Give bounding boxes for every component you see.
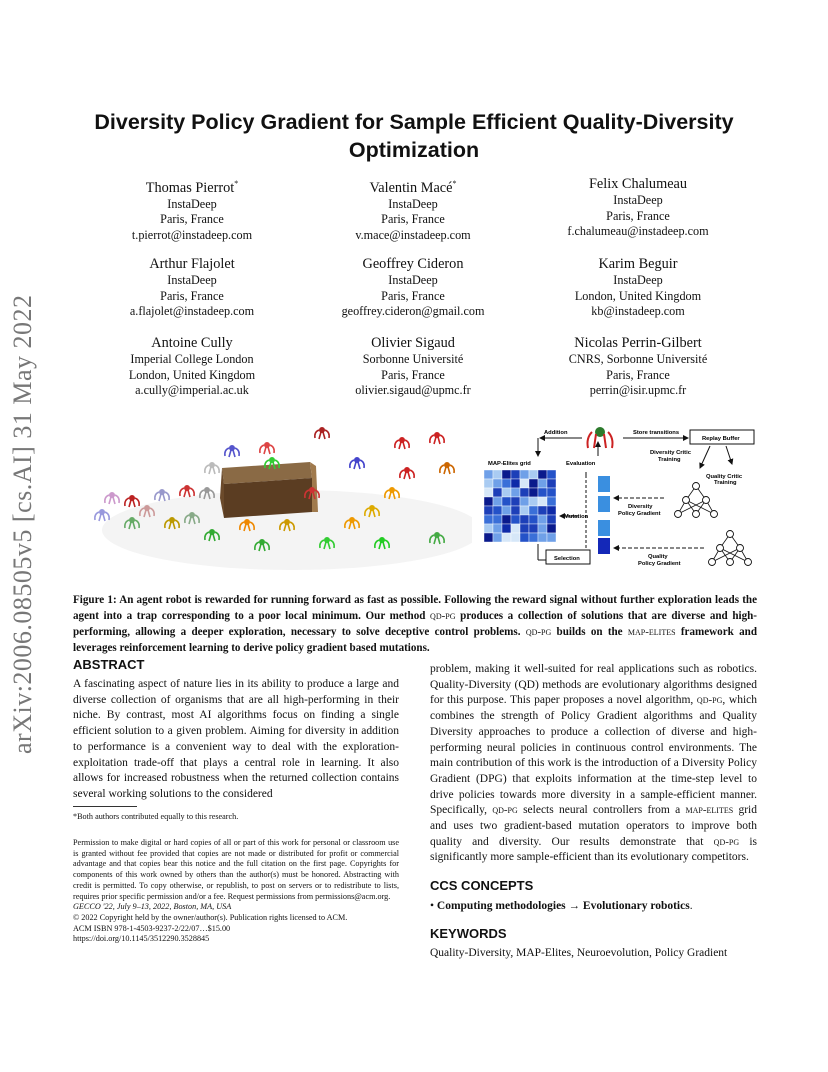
author-email: f.chalumeau@instadeep.com (567, 224, 709, 238)
grid-cell (511, 524, 520, 533)
robot-agent (205, 462, 219, 474)
label-selection: Selection (554, 556, 580, 562)
author-location: Paris, France (381, 212, 445, 227)
grid-cell (484, 506, 493, 515)
author-block (72, 175, 312, 243)
paper-title (60, 108, 768, 164)
grid-cell (484, 533, 493, 542)
policy-vectors (598, 476, 610, 554)
grid-cell (529, 488, 538, 497)
grid-cell (538, 515, 547, 524)
figure-qdpg-diagram (478, 420, 768, 570)
robot-agent (315, 427, 329, 439)
keywords-heading: KEYWORDS (430, 926, 507, 941)
author-location: Paris, France (381, 367, 445, 382)
author-affiliation: CNRS, Sorbonne Université (568, 352, 708, 366)
grid-cell (493, 524, 502, 533)
grid-cell (547, 479, 556, 488)
author-block (293, 175, 533, 243)
author-location: Paris, France (160, 288, 224, 303)
grid-cell (493, 470, 502, 479)
grid-cell (493, 515, 502, 524)
grid-cell (520, 506, 529, 515)
author-location: London, United Kingdom (574, 288, 702, 303)
figure-caption: Figure 1: An agent robot is rewarded for running forward as fast as possible. Following the reward signal without further exploration leads the agent into a trap corresponding to a poor local minimum. Our method qd-pg produces a collection of solutions that are diverse and high-performing, allowing a deeper exploration, necessary to solve deceptive control problems. qd-pg builds on the map-elites framework and leverages reinforcement learning to derive policy gradient based mutations. (73, 594, 757, 654)
robot-agent (395, 437, 409, 449)
ccs-concepts: • Computing methodologies → Evolutionary robotics. (430, 900, 693, 912)
label-diversity-critic-training: Diversity Critic Training (650, 450, 691, 463)
author-email: kb@instadeep.com (591, 304, 685, 318)
grid-cell (493, 533, 502, 542)
author-name: Thomas Pierrot* (145, 179, 239, 196)
author-name: Geoffrey Cideron (362, 256, 464, 272)
author-block (72, 255, 312, 320)
author-name: Valentin Macé* (369, 179, 457, 196)
author-email: perrin@isir.upmc.fr (589, 383, 687, 397)
grid-cell (538, 497, 547, 506)
grid-cell (520, 488, 529, 497)
quality-critic-network-icon (709, 531, 752, 566)
grid-cell (502, 488, 511, 497)
grid-cell (547, 524, 556, 533)
grid-cell (502, 524, 511, 533)
author-block (293, 255, 533, 320)
grid-cell (484, 488, 493, 497)
grid-cell (502, 515, 511, 524)
author-location: Paris, France (160, 212, 224, 227)
abstract-text-right: problem, making it well-suited for real applications such as robotics. Quality-Diversity (QD) methods are evolutionary algorithms designed for this purpose. This paper proposes a novel algorithm, qd-pg, which combines the strength of Policy Gradient algorithms and Quality Diversity approaches to produce a collection of diverse and high-performing neural policies in continuous control environments. The main contribution of this work is the introduction of a Diversity Policy Gradient (DPG) that exploits information at the time-step level to drive policies towards more diversity in a sample-efficient manner. Specifically, qd-pg selects neural controllers from a map-elites grid and uses two gradient-based mutation operators to improve both quality and diversity. Our results demonstrate that qd-pg is significantly more sample-efficient than its evolutionary competitors. (430, 663, 757, 864)
grid-cell (502, 479, 511, 488)
author-name: Antoine Cully (151, 335, 233, 351)
grid-cell (529, 479, 538, 488)
robot-agent (350, 457, 364, 469)
figure-robots-trap (72, 420, 472, 570)
grid-cell (484, 497, 493, 506)
diversity-critic-network-icon (675, 483, 718, 518)
robot-agent (260, 442, 274, 454)
doi-link: https://doi.org/10.1145/3512290.3528845 (73, 934, 210, 944)
author-affiliation: InstaDeep (167, 196, 217, 211)
robot-icon (588, 427, 613, 448)
grid-cell (511, 506, 520, 515)
author-affiliation: Sorbonne Université (362, 352, 464, 366)
author-affiliation: InstaDeep (388, 273, 438, 287)
grid-cell (484, 479, 493, 488)
author-affiliation: InstaDeep (613, 273, 663, 287)
author-location: Paris, France (606, 367, 670, 382)
grid-cell (511, 515, 520, 524)
grid-cell (529, 497, 538, 506)
grid-cell (493, 497, 502, 506)
robot-agent (155, 489, 169, 501)
grid-cell (547, 470, 556, 479)
label-mutation: Mutation (564, 514, 589, 520)
abstract-heading: ABSTRACT (73, 657, 145, 672)
author-name: Felix Chalumeau (588, 176, 688, 192)
grid-cell (493, 479, 502, 488)
grid-cell (484, 470, 493, 479)
label-map-elites-grid: MAP-Elites grid (488, 461, 531, 467)
author-email: v.mace@instadeep.com (355, 227, 471, 242)
grid-cell (529, 524, 538, 533)
robot-agent (225, 445, 239, 457)
grid-cell (547, 506, 556, 515)
venue: GECCO '22, July 9–13, 2022, Boston, MA, USA (73, 902, 232, 912)
title-line-1: Diversity Policy Gradient for Sample Efficient Quality-Diversity (94, 110, 734, 134)
grid-cell (529, 533, 538, 542)
author-name: Arthur Flajolet (149, 256, 235, 272)
grid-cell (538, 506, 547, 515)
label-quality-policy-gradient: Quality Policy Gradient (638, 554, 681, 567)
label-store-transitions: Store transitions (633, 430, 680, 436)
arxiv-identifier: arXiv:2006.08505v5 [cs.AI] 31 May 2022 (8, 294, 37, 754)
grid-cell (520, 515, 529, 524)
abstract-text-left: A fascinating aspect of nature lies in its ability to produce a large and diverse collection of organisms that are all high-performing in their niche. By contrast, most AI algorithms focus on finding a single efficient solution to a given problem. Aiming for diversity in addition to performance is a convenient way to deal with the exploration-exploitation trade-off that plays a central role in learning. It also allows for increased robustness when the returned collection contains several working solutions to the considered (73, 678, 399, 800)
copyright: © 2022 Copyright held by the owner/author(s). Publication rights licensed to ACM. (73, 912, 348, 922)
grid-cell (520, 479, 529, 488)
grid-cell (502, 497, 511, 506)
label-quality-critic-training: Quality Critic Training (706, 474, 743, 486)
author-affiliation: InstaDeep (167, 273, 217, 287)
grid-cell (511, 479, 520, 488)
author-affiliation: InstaDeep (613, 193, 663, 207)
footnote: *Both authors contributed equally to this research. (73, 812, 239, 821)
author-block (72, 334, 312, 399)
grid-cell (511, 497, 520, 506)
author-email: a.flajolet@instadeep.com (129, 304, 255, 318)
grid-cell (520, 524, 529, 533)
grid-cell (511, 470, 520, 479)
grid-cell (493, 506, 502, 515)
grid-cell (511, 533, 520, 542)
author-email: olivier.sigaud@upmc.fr (355, 383, 471, 397)
grid-cell (520, 497, 529, 506)
robot-agent (105, 492, 119, 504)
author-block (518, 334, 758, 399)
robot-agent (125, 495, 139, 507)
grid-cell (547, 533, 556, 542)
robot-agent (95, 509, 109, 521)
author-block (518, 175, 758, 240)
grid-cell (538, 488, 547, 497)
author-name: Karim Beguir (598, 256, 678, 272)
grid-cell (502, 470, 511, 479)
grid-cell (547, 488, 556, 497)
author-block (293, 334, 533, 399)
label-evaluation: Evaluation (566, 461, 596, 467)
footnote-rule (73, 806, 137, 807)
robot-agent (440, 462, 454, 474)
trap-wall (220, 462, 318, 518)
grid-cell (502, 533, 511, 542)
ccs-heading: CCS CONCEPTS (430, 878, 534, 893)
robot-agent (430, 432, 444, 444)
permission-notice: Permission to make digital or hard copies of all or part of this work for personal or classroom use is granted without fee provided that copies are not made or distributed for profit or commercial advantage and that copies bear this notice and the full citation on the first page. Copyrights for components of this work owned by others than the author(s) must be honored. Abstracting with credit is permitted. To copy otherwise, or republish, to post on servers or to redistribute to lists, requires prior specific permission and/or a fee. Request permissions from permissions@acm.org. GECCO '22, July 9–13, 2022, Boston, MA, USA © 2022 Copyright held by the owner/author(s). Publication rights licensed to ACM. ACM ISBN 978-1-4503-9237-2/22/07…$15.00 https://doi.org/10.1145/3512290.3528845 (73, 838, 399, 944)
author-email: a.cully@imperial.ac.uk (135, 383, 249, 397)
label-addition: Addition (544, 430, 568, 436)
robot-agent (180, 485, 194, 497)
grid-cell (502, 506, 511, 515)
grid-cell (520, 533, 529, 542)
title-line-2: Optimization (348, 138, 480, 162)
grid-cell (547, 515, 556, 524)
isbn: ACM ISBN 978-1-4503-9237-2/22/07…$15.00 (73, 923, 231, 933)
author-name: Olivier Sigaud (371, 335, 455, 351)
author-location: Paris, France (606, 208, 670, 223)
robot-agent (400, 467, 414, 479)
map-elites-grid (484, 470, 556, 542)
label-replay-buffer: Replay Buffer (702, 436, 740, 442)
author-location: London, United Kingdom (128, 367, 256, 382)
author-affiliation: InstaDeep (388, 196, 438, 211)
grid-cell (547, 497, 556, 506)
grid-cell (484, 524, 493, 533)
author-email: geoffrey.cideron@gmail.com (341, 304, 485, 318)
grid-cell (529, 470, 538, 479)
grid-cell (520, 470, 529, 479)
grid-cell (538, 524, 547, 533)
grid-cell (484, 515, 493, 524)
grid-cell (529, 506, 538, 515)
author-email: t.pierrot@instadeep.com (131, 227, 253, 242)
author-location: Paris, France (381, 288, 445, 303)
author-name: Nicolas Perrin-Gilbert (574, 335, 702, 351)
label-diversity-policy-gradient: Diversity Policy Gradient (618, 504, 661, 517)
grid-cell (538, 533, 547, 542)
keywords-text: Quality-Diversity, MAP-Elites, Neuroevolution, Policy Gradient (430, 947, 728, 959)
author-affiliation: Imperial College London (130, 352, 254, 366)
grid-cell (538, 479, 547, 488)
grid-cell (511, 488, 520, 497)
author-block (518, 255, 758, 320)
grid-cell (538, 470, 547, 479)
grid-cell (493, 488, 502, 497)
grid-cell (529, 515, 538, 524)
